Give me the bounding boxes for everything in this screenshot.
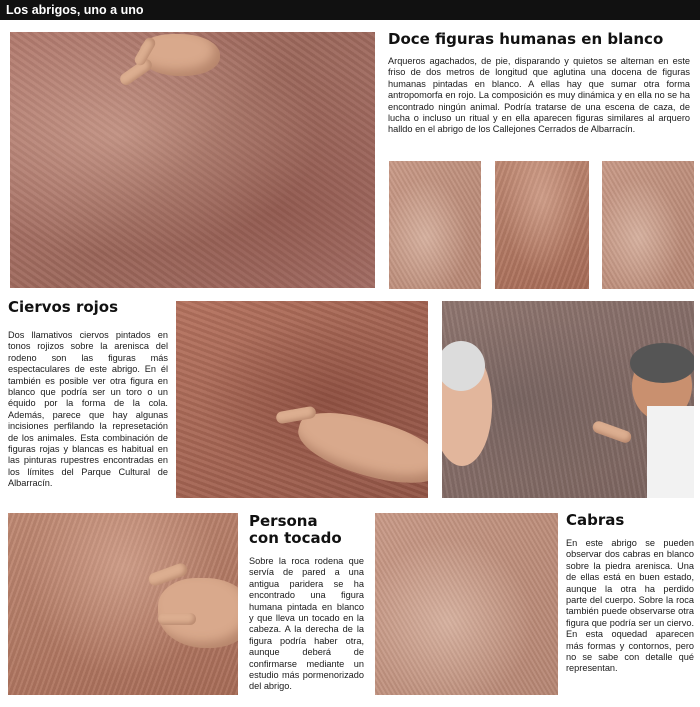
section-text-cabras: En este abrigo se pueden observar dos cabras en blanco sobre la piedra arenisca. Una de ellas está en buen estado, aunque la otra ha perdido parte del cuerpo. Sobre la roca también puede observarse otra figura que podría ser un ciervo. En esta oquedad aparecen más formas y contornos, pero no se sabe con detalle qué representan. <box>566 538 694 674</box>
section-text-doce-figuras: Arqueros agachados, de pie, disparando y quietos se alternan en este friso de dos metros de longitud que aglutina una docena de figuras humanas pintadas en blanco. A ellas hay que sumar otra forma antropomorfa en rojo. La composición es muy dinámica y en ella no se ha encontrado ningún animal. Podría tratarse de una escena de caza, de lucha o incluso un ritual y en ella aparecen figuras similares al arquero halldo en el abrigo de los Callejones Cerrados de Albarracín. <box>388 56 690 135</box>
photo-doce-figuras-main <box>10 32 375 288</box>
section-text-ciervos-rojos: Dos llamativos ciervos pintados en tonos rojizos sobre la arenisca del rodeno son las figuras más espectaculares de este abrigo. En él también es posible ver otra figura en blanco que podría ser un toro o un équido por la forma de la cola. Además, parece que hay algunas incisiones perfilando la represetación de los animales. Esta combinación de figuras rojas y blancas es habitual en las pinturas rupestres encontradas en los límites del Parque Cultural de Albarracín. <box>8 330 168 489</box>
section-title-ciervos-rojos: Ciervos rojos <box>8 298 119 316</box>
section-text-persona-con-tocado: Sobre la roca rodena que servía de pared a una antigua paridera se ha encontrado una figura humana pintada en blanco y que lleva un tocado en la cabeza. A la derecha de la figura podría haber otra, aunque deberá de confirmarse mediante un estudio más pormenorizado del abrigo. <box>249 556 364 692</box>
section-title-persona-line2: con tocado <box>249 529 342 547</box>
section-title-persona-line1: Persona <box>249 512 318 530</box>
header-title: Los abrigos, uno a uno <box>6 3 144 17</box>
page-header <box>0 0 700 20</box>
photo-doce-figuras-detail-1 <box>389 161 481 289</box>
photo-ciervos-rojos-main <box>176 301 428 498</box>
photo-doce-figuras-detail-2 <box>495 161 589 289</box>
photo-cabras <box>375 513 558 695</box>
finger <box>591 420 633 445</box>
photo-persona-con-tocado <box>8 513 238 695</box>
section-title-doce-figuras: Doce figuras humanas en blanco <box>388 30 664 48</box>
photo-doce-figuras-detail-3 <box>602 161 694 289</box>
person-hair <box>630 343 694 383</box>
finger <box>158 613 196 625</box>
person-shirt <box>647 406 694 498</box>
photo-ciervos-rojos-people <box>442 301 694 498</box>
section-title-cabras: Cabras <box>566 511 625 529</box>
